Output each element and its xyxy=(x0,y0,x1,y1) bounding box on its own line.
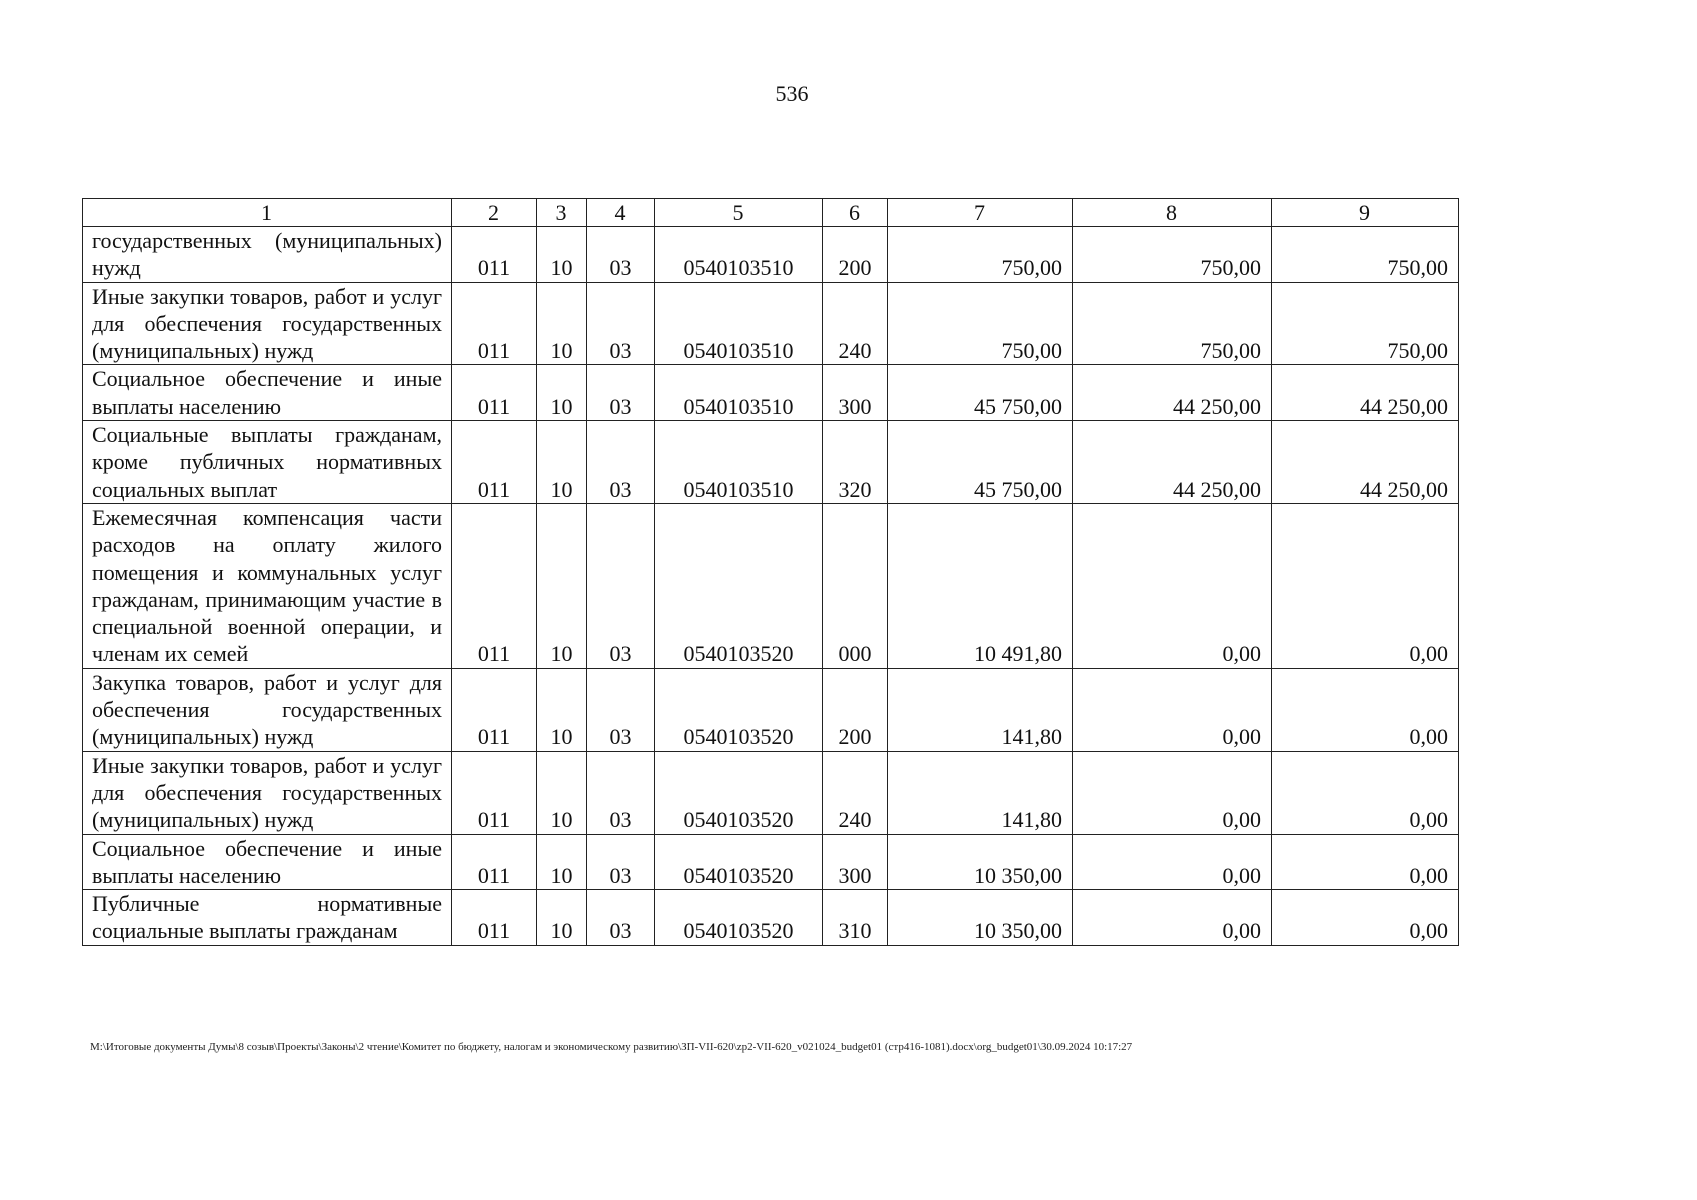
row-amount-col9-cell: 0,00 xyxy=(1272,890,1459,946)
row-subsection-cell: 03 xyxy=(587,282,655,365)
row-amount-col8-cell: 0,00 xyxy=(1073,834,1272,890)
row-expense-type-cell: 300 xyxy=(823,834,888,890)
row-admin-code-cell: 011 xyxy=(452,668,537,751)
row-name-cell: Социальные выплаты гражданам, кроме публичных нормативных социальных выплат xyxy=(83,421,452,504)
row-amount-col9-cell: 44 250,00 xyxy=(1272,365,1459,421)
row-subsection-cell: 03 xyxy=(587,890,655,946)
row-expense-type-cell: 310 xyxy=(823,890,888,946)
row-expense-type-cell: 000 xyxy=(823,503,888,668)
row-amount-col7-cell: 141,80 xyxy=(888,751,1073,834)
row-amount-col8-cell: 0,00 xyxy=(1073,751,1272,834)
page-number: 536 xyxy=(775,81,809,106)
table-header-row xyxy=(83,199,1459,227)
row-amount-col9-cell: 0,00 xyxy=(1272,751,1459,834)
row-subsection-cell: 03 xyxy=(587,751,655,834)
row-amount-col7-cell: 45 750,00 xyxy=(888,421,1073,504)
row-amount-col8-cell: 44 250,00 xyxy=(1073,365,1272,421)
row-target-code-cell: 0540103520 xyxy=(655,503,823,668)
table-row xyxy=(83,282,1459,365)
table-row xyxy=(83,668,1459,751)
row-admin-code-cell: 011 xyxy=(452,751,537,834)
budget-table xyxy=(82,198,1459,946)
row-expense-type-cell: 200 xyxy=(823,227,888,283)
row-expense-type-cell: 240 xyxy=(823,282,888,365)
row-section-cell: 10 xyxy=(537,365,587,421)
row-admin-code-cell: 011 xyxy=(452,834,537,890)
table-row xyxy=(83,503,1459,668)
row-admin-code-cell: 011 xyxy=(452,890,537,946)
row-expense-type-cell: 200 xyxy=(823,668,888,751)
row-section-cell: 10 xyxy=(537,890,587,946)
row-amount-col8-cell: 44 250,00 xyxy=(1073,421,1272,504)
row-amount-col8-cell: 750,00 xyxy=(1073,282,1272,365)
row-amount-col7-cell: 750,00 xyxy=(888,282,1073,365)
row-name-cell: Иные закупки товаров, работ и услуг для обеспечения государственных (муниципальных) нужд xyxy=(83,282,452,365)
row-name-cell: Социальное обеспечение и иные выплаты населению xyxy=(83,365,452,421)
row-expense-type-cell: 300 xyxy=(823,365,888,421)
table-row xyxy=(83,751,1459,834)
column-header-8: 8 xyxy=(1073,199,1272,227)
row-name-cell: Ежемесячная компенсация части расходов на оплату жилого помещения и коммунальных услуг гражданам, принимающим участие в специальной военной операции, и членам их семей xyxy=(83,503,452,668)
row-admin-code-cell: 011 xyxy=(452,365,537,421)
row-section-cell: 10 xyxy=(537,834,587,890)
row-amount-col8-cell: 0,00 xyxy=(1073,503,1272,668)
table-row xyxy=(83,890,1459,946)
column-header-4: 4 xyxy=(587,199,655,227)
column-header-7: 7 xyxy=(888,199,1073,227)
footer-file-path: M:\Итоговые документы Думы\8 созыв\Проекты\Законы\2 чтение\Комитет по бюджету, налогам и экономическому развитию\ЗП-VII-620\zp2-VII-620_v021024_budget01 (стр416-1081).docx\org_budget01\30.09.2024 10:17:27 xyxy=(90,1041,1133,1053)
row-admin-code-cell: 011 xyxy=(452,503,537,668)
row-amount-col8-cell: 750,00 xyxy=(1073,227,1272,283)
row-admin-code-cell: 011 xyxy=(452,421,537,504)
row-amount-col9-cell: 44 250,00 xyxy=(1272,421,1459,504)
row-amount-col9-cell: 0,00 xyxy=(1272,503,1459,668)
row-section-cell: 10 xyxy=(537,421,587,504)
row-amount-col9-cell: 0,00 xyxy=(1272,668,1459,751)
row-name-cell: государственных (муниципальных) нужд xyxy=(83,227,452,283)
row-section-cell: 10 xyxy=(537,227,587,283)
row-amount-col7-cell: 750,00 xyxy=(888,227,1073,283)
row-target-code-cell: 0540103510 xyxy=(655,365,823,421)
row-target-code-cell: 0540103520 xyxy=(655,890,823,946)
row-amount-col7-cell: 45 750,00 xyxy=(888,365,1073,421)
row-target-code-cell: 0540103520 xyxy=(655,751,823,834)
column-header-5: 5 xyxy=(655,199,823,227)
column-header-6: 6 xyxy=(823,199,888,227)
row-name-cell: Публичные нормативные социальные выплаты гражданам xyxy=(83,890,452,946)
row-subsection-cell: 03 xyxy=(587,421,655,504)
row-admin-code-cell: 011 xyxy=(452,282,537,365)
row-target-code-cell: 0540103520 xyxy=(655,834,823,890)
column-header-2: 2 xyxy=(452,199,537,227)
column-header-1: 1 xyxy=(83,199,452,227)
row-target-code-cell: 0540103510 xyxy=(655,282,823,365)
row-section-cell: 10 xyxy=(537,668,587,751)
row-amount-col7-cell: 10 491,80 xyxy=(888,503,1073,668)
row-name-cell: Закупка товаров, работ и услуг для обеспечения государственных (муниципальных) нужд xyxy=(83,668,452,751)
row-subsection-cell: 03 xyxy=(587,503,655,668)
row-subsection-cell: 03 xyxy=(587,365,655,421)
row-amount-col9-cell: 750,00 xyxy=(1272,282,1459,365)
row-amount-col7-cell: 141,80 xyxy=(888,668,1073,751)
column-header-3: 3 xyxy=(537,199,587,227)
row-name-cell: Социальное обеспечение и иные выплаты населению xyxy=(83,834,452,890)
row-admin-code-cell: 011 xyxy=(452,227,537,283)
row-amount-col7-cell: 10 350,00 xyxy=(888,834,1073,890)
row-subsection-cell: 03 xyxy=(587,668,655,751)
table-row xyxy=(83,834,1459,890)
column-header-9: 9 xyxy=(1272,199,1459,227)
row-amount-col9-cell: 0,00 xyxy=(1272,834,1459,890)
row-target-code-cell: 0540103520 xyxy=(655,668,823,751)
row-target-code-cell: 0540103510 xyxy=(655,227,823,283)
table-row xyxy=(83,227,1459,283)
row-name-cell: Иные закупки товаров, работ и услуг для обеспечения государственных (муниципальных) нужд xyxy=(83,751,452,834)
row-amount-col8-cell: 0,00 xyxy=(1073,890,1272,946)
table-row xyxy=(83,421,1459,504)
row-amount-col8-cell: 0,00 xyxy=(1073,668,1272,751)
row-amount-col7-cell: 10 350,00 xyxy=(888,890,1073,946)
row-section-cell: 10 xyxy=(537,751,587,834)
row-expense-type-cell: 320 xyxy=(823,421,888,504)
row-section-cell: 10 xyxy=(537,282,587,365)
row-target-code-cell: 0540103510 xyxy=(655,421,823,504)
row-subsection-cell: 03 xyxy=(587,227,655,283)
table-row xyxy=(83,365,1459,421)
row-expense-type-cell: 240 xyxy=(823,751,888,834)
row-amount-col9-cell: 750,00 xyxy=(1272,227,1459,283)
row-section-cell: 10 xyxy=(537,503,587,668)
row-subsection-cell: 03 xyxy=(587,834,655,890)
